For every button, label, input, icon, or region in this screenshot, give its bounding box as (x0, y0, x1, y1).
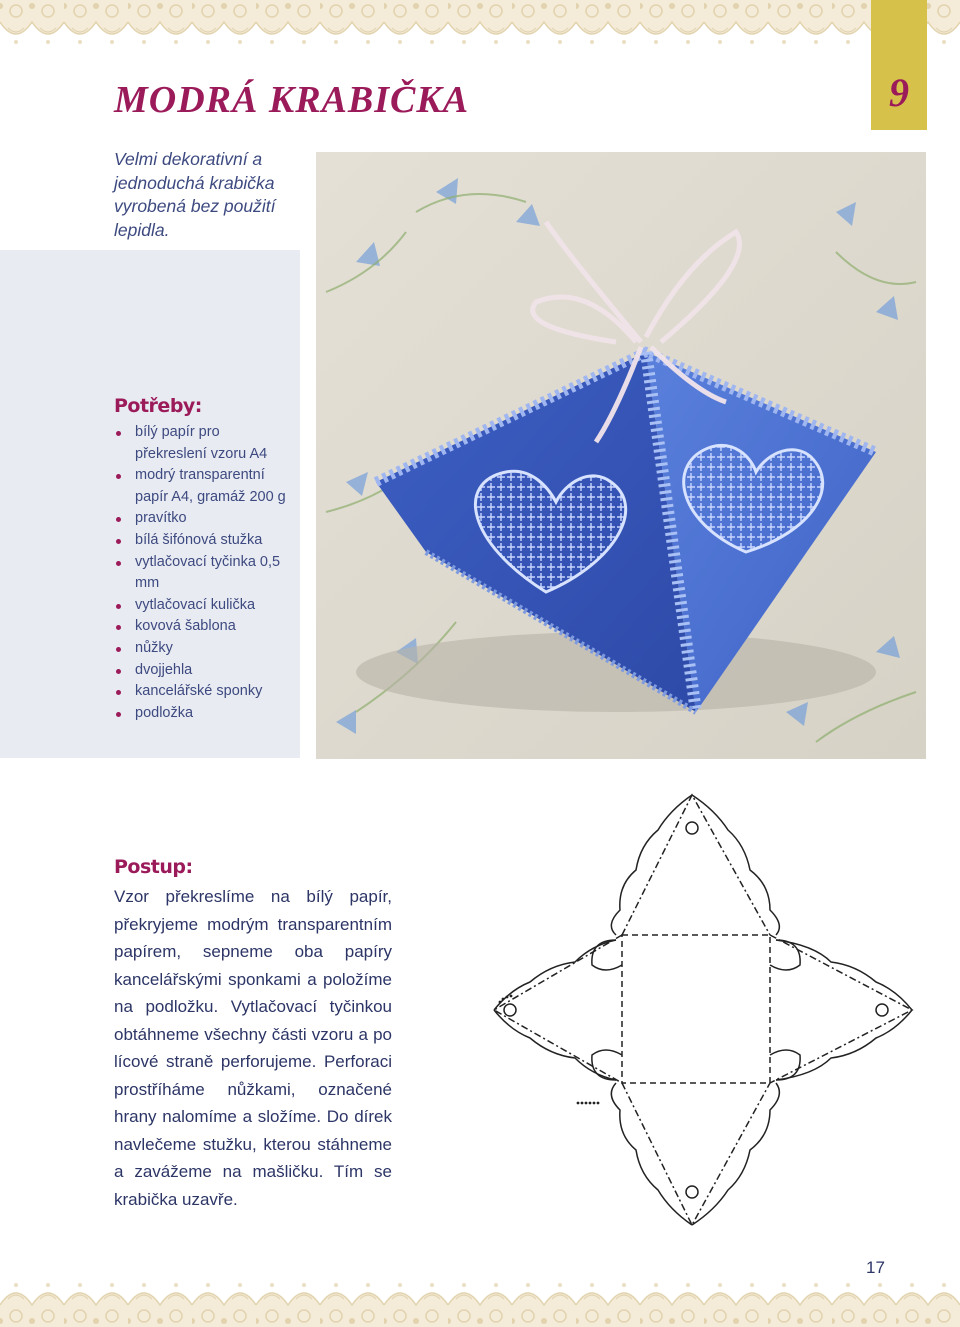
supply-item: pravítko (114, 508, 294, 530)
supply-item: kancelářské sponky (114, 681, 294, 703)
supply-item: vytlačovací kulička (114, 595, 294, 617)
intro-text: Velmi dekorativní a jednoduchá krabička vyrobená bez použití lepidla. (114, 149, 276, 240)
supply-item: dvojjehla (114, 660, 294, 682)
supplies-list (114, 422, 294, 724)
lace-border-bottom (0, 1267, 960, 1327)
chapter-number-tab: 9 (871, 0, 927, 130)
page-title: MODRÁ KRABIČKA (114, 79, 470, 121)
supply-item: podložka (114, 703, 294, 725)
supplies-heading: Potřeby: (114, 395, 202, 417)
box-template-diagram (480, 790, 926, 1230)
supply-item: kovová šablona (114, 616, 294, 638)
procedure-heading: Postup: (114, 856, 193, 878)
supply-item: vytlačovací tyčinka 0,5 mm (114, 552, 294, 595)
supply-item: modrý transparentní papír A4, gramáž 200 g (114, 465, 294, 508)
page-number: 17 (866, 1258, 885, 1277)
supply-item: nůžky (114, 638, 294, 660)
supply-item: bílá šifónová stužka (114, 530, 294, 552)
lace-border-top (0, 0, 960, 60)
procedure-text: Vzor překreslíme na bílý papír, překryjeme modrým transparentním papírem, sepneme oba papíry kancelářskými sponkami a položíme na podložku. Vytlačovací tyčinkou obtáhneme všechny části vzoru a po lícové straně perforujeme. Perforaci prostříháme nůžkami, označené hrany nalomíme a složíme. Do dírek navlečeme stužku, kterou stáhneme a zavážeme na mašličku. Tím se krabička uzavře. (114, 887, 392, 1209)
supply-item: bílý papír pro překreslení vzoru A4 (114, 422, 294, 465)
product-photo (316, 152, 926, 759)
